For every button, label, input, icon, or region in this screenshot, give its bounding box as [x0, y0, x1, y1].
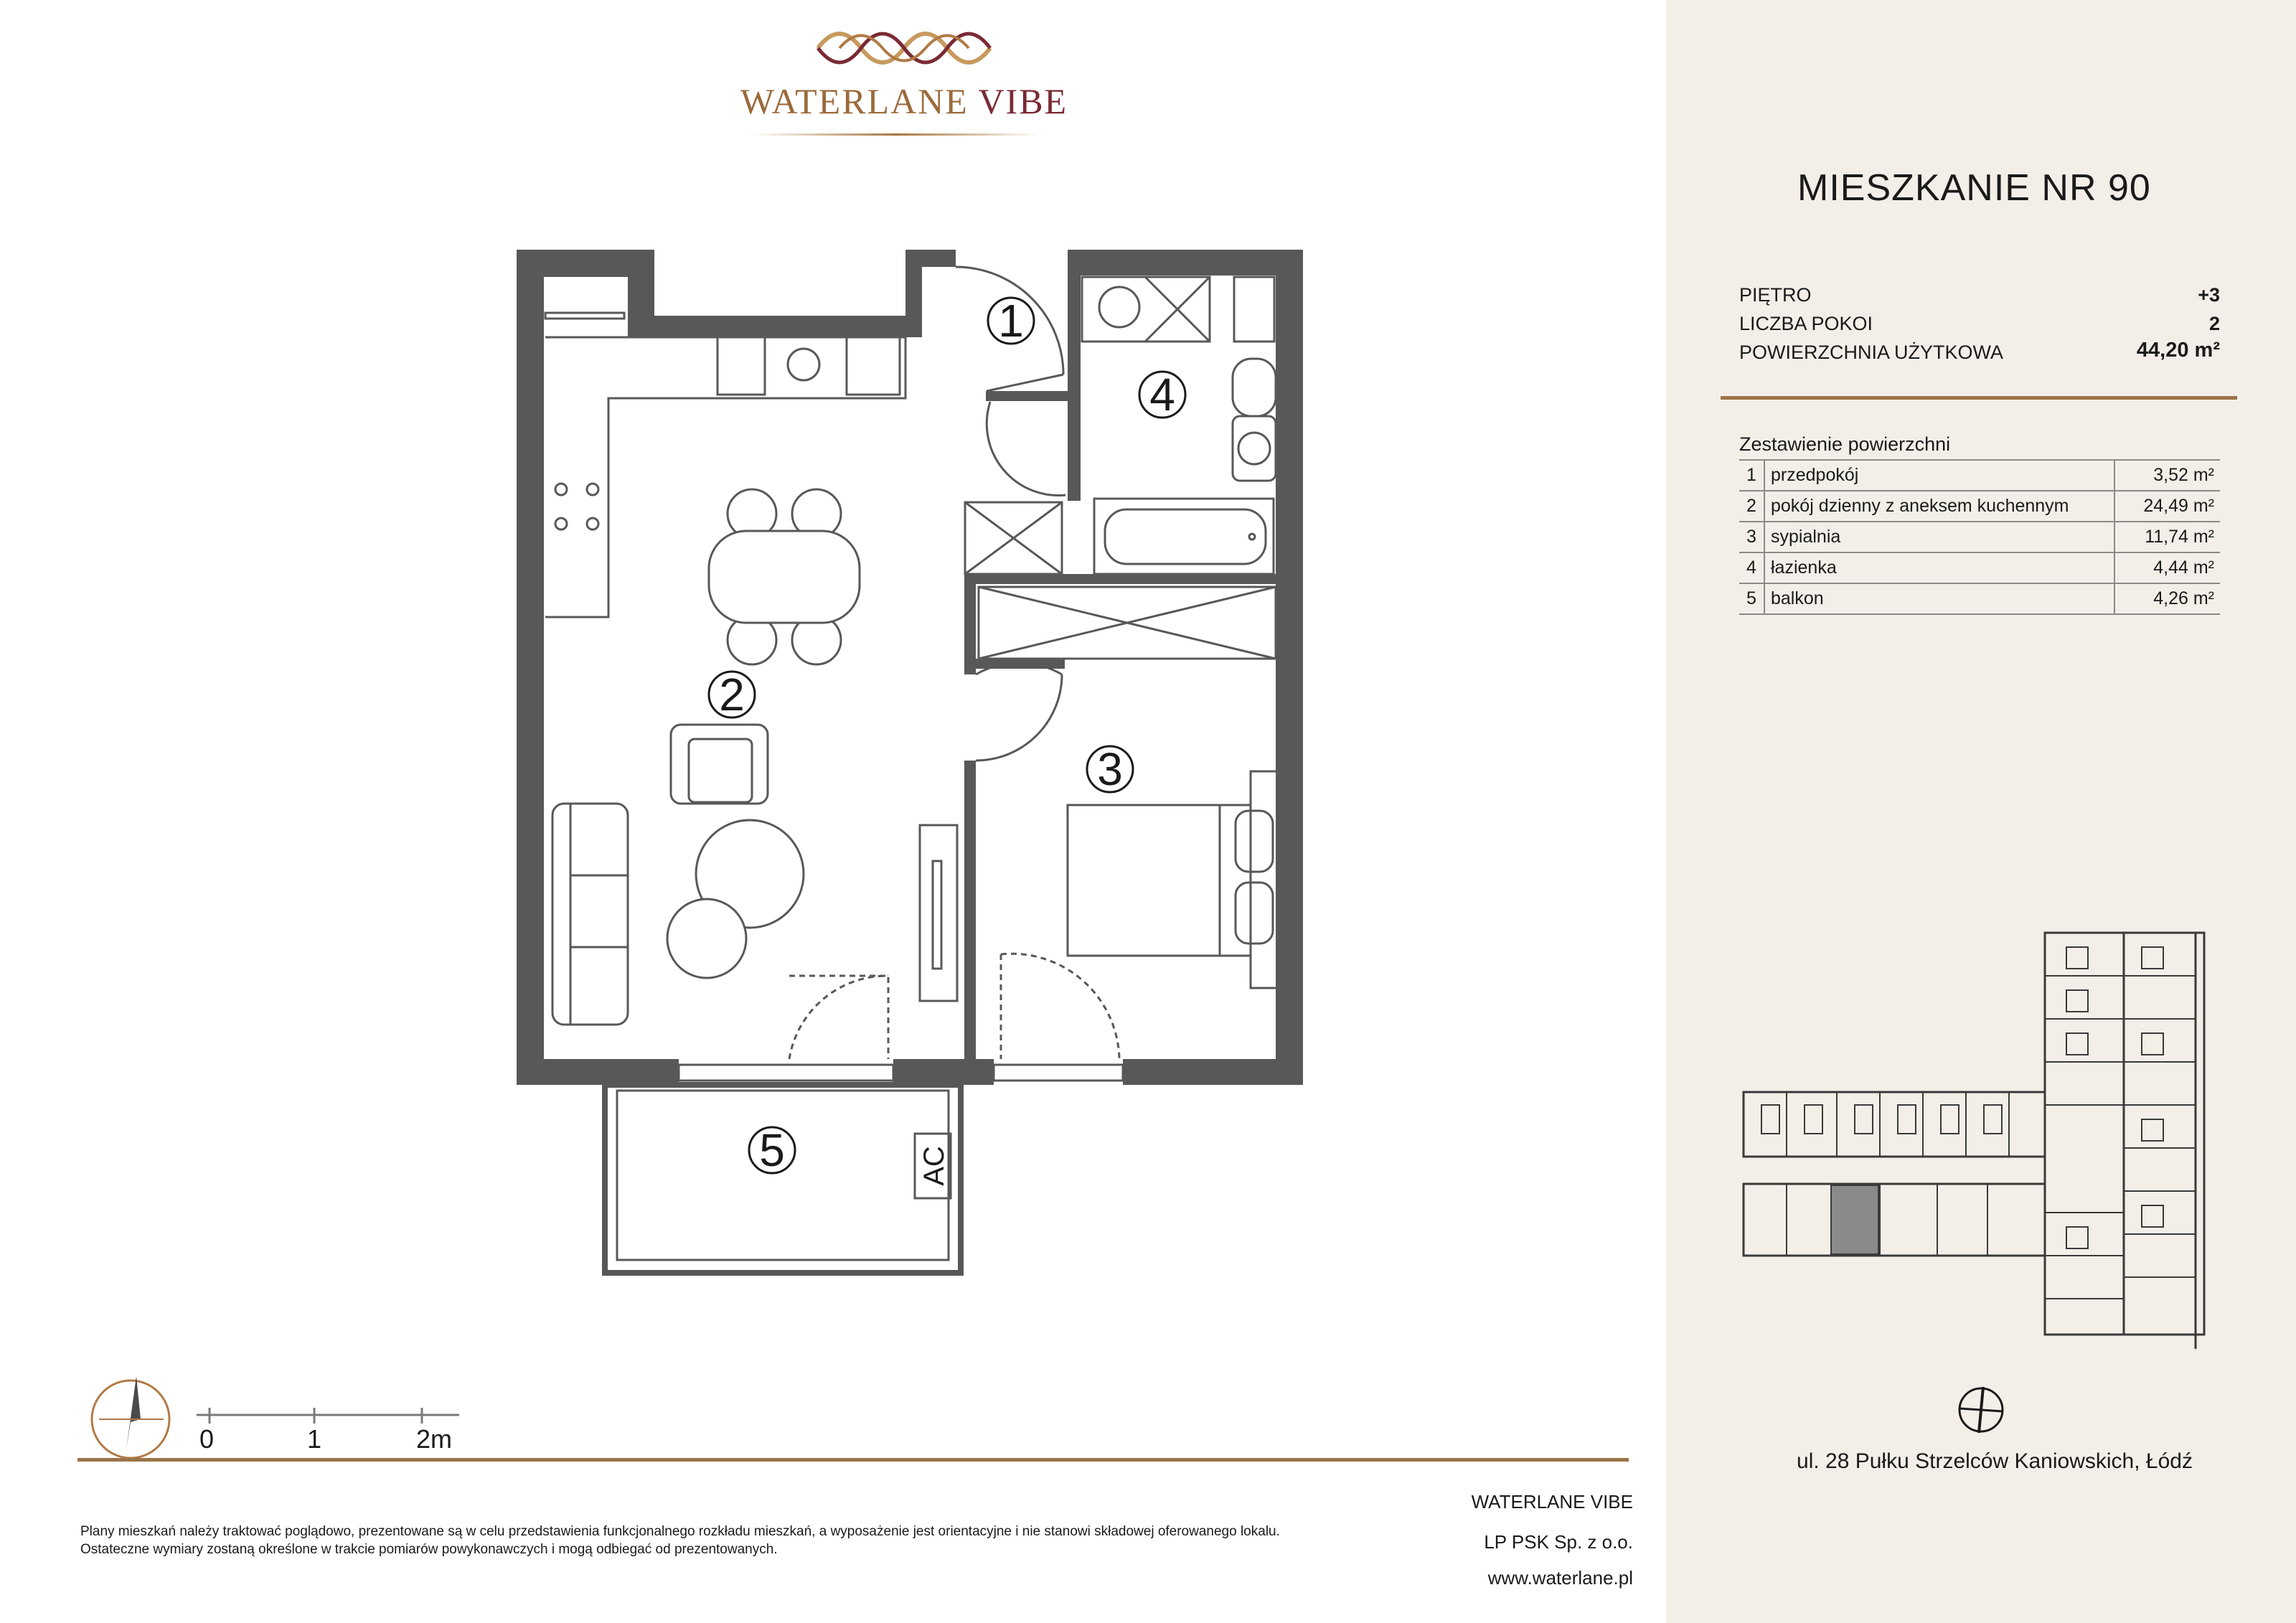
room-area-cell: 3,52 m²	[2114, 460, 2220, 491]
room-name-cell: sypialnia	[1764, 522, 2114, 552]
room-area-cell: 4,44 m²	[2114, 552, 2220, 583]
table-row	[1739, 552, 2220, 583]
website-link[interactable]: www.waterlane.pl	[1487, 1567, 1633, 1589]
walls	[517, 250, 1303, 1085]
tv-unit	[920, 825, 957, 1001]
apartment-title: MIESZKANIE NR 90	[1797, 167, 2151, 209]
info-label-area: POWIERZCHNIA UŻYTKOWA	[1739, 342, 2004, 363]
info-panel	[1666, 0, 2296, 1623]
table-row	[1739, 491, 2220, 522]
brand-name-part2: VIBE	[978, 81, 1068, 121]
info-value-area: 44,20 m²	[2136, 339, 2220, 362]
bathroom-fixtures	[1082, 277, 1276, 574]
room-name-cell: pokój dzienny z aneksem kuchennym	[1764, 491, 2114, 522]
scale-label-2: 2m	[416, 1424, 453, 1454]
apartment-highlight	[1831, 1185, 1878, 1254]
building-key-plan	[1736, 926, 2239, 1370]
coffee-table	[667, 820, 804, 978]
info-label-floor: PIĘTRO	[1739, 284, 1812, 306]
room-area-cell: 24,49 m²	[2114, 491, 2220, 522]
room-no-cell: 4	[1739, 552, 1764, 583]
room-no-cell: 3	[1739, 522, 1764, 552]
balcony	[605, 1085, 961, 1273]
room-label-2: 2	[719, 669, 745, 720]
areas-table	[1739, 459, 2220, 615]
address: ul. 28 Pułku Strzelców Kaniowskich, Łódź	[1797, 1449, 2193, 1473]
company-name: WATERLANE VIBE	[1471, 1491, 1633, 1513]
room-no-cell: 5	[1739, 583, 1764, 614]
table-row	[1739, 522, 2220, 552]
brand-underline	[753, 133, 1040, 136]
room-no-cell: 1	[1739, 460, 1764, 491]
room-name-cell: balkon	[1764, 583, 2114, 614]
info-value-rooms: 2	[2208, 313, 2220, 334]
room-no-cell: 2	[1739, 491, 1764, 522]
footer-rule	[77, 1458, 1629, 1462]
info-value-floor: +3	[2198, 284, 2220, 306]
table-row	[1739, 460, 2220, 491]
room-name-cell: łazienka	[1764, 552, 2114, 583]
brand-name	[739, 80, 1069, 122]
disclaimer	[80, 1523, 1444, 1558]
windows	[545, 313, 1123, 1081]
floor-plan	[502, 244, 1320, 1292]
armchair	[671, 725, 768, 804]
room-label-1: 1	[998, 295, 1024, 347]
info-divider	[1721, 396, 2237, 400]
dining-table	[709, 489, 860, 664]
scale-bar	[194, 1405, 466, 1426]
north-arrow-icon	[85, 1372, 178, 1465]
bed	[1068, 771, 1285, 988]
brand-name-part1: WATERLANE	[740, 81, 969, 121]
table-row	[1739, 583, 2220, 614]
compass-icon	[1956, 1385, 2006, 1435]
room-label-4: 4	[1149, 369, 1175, 420]
areas-table-title: Zestawienie powierzchni	[1739, 433, 1951, 455]
disclaimer-line-2: Ostateczne wymiary zostaną określone w trakcie pomiarów powykonawczych i mogą odbiegać od prezentowanych.	[80, 1542, 778, 1557]
sofa	[552, 804, 628, 1025]
room-label-3: 3	[1097, 743, 1123, 795]
scale-label-0: 0	[199, 1424, 215, 1454]
company-legal: LP PSK Sp. z o.o.	[1484, 1531, 1633, 1553]
room-area-cell: 11,74 m²	[2114, 522, 2220, 552]
brand-logo-icon	[811, 16, 997, 73]
room-label-5: 5	[759, 1124, 785, 1176]
disclaimer-line-1: Plany mieszkań należy traktować poglądowo, prezentowane są w celu przedstawienia funkcjonalnego rozkładu mieszkań, a wyposażenie jest orientacyjne i nie stanowi składowej oferowanego lokalu.	[80, 1524, 1280, 1539]
info-label-rooms: LICZBA POKOI	[1739, 313, 1873, 334]
scale-label-1: 1	[307, 1424, 322, 1454]
room-name-cell: przedpokój	[1764, 460, 2114, 491]
room-area-cell: 4,26 m²	[2114, 583, 2220, 614]
ac-label: AC	[918, 1146, 950, 1186]
